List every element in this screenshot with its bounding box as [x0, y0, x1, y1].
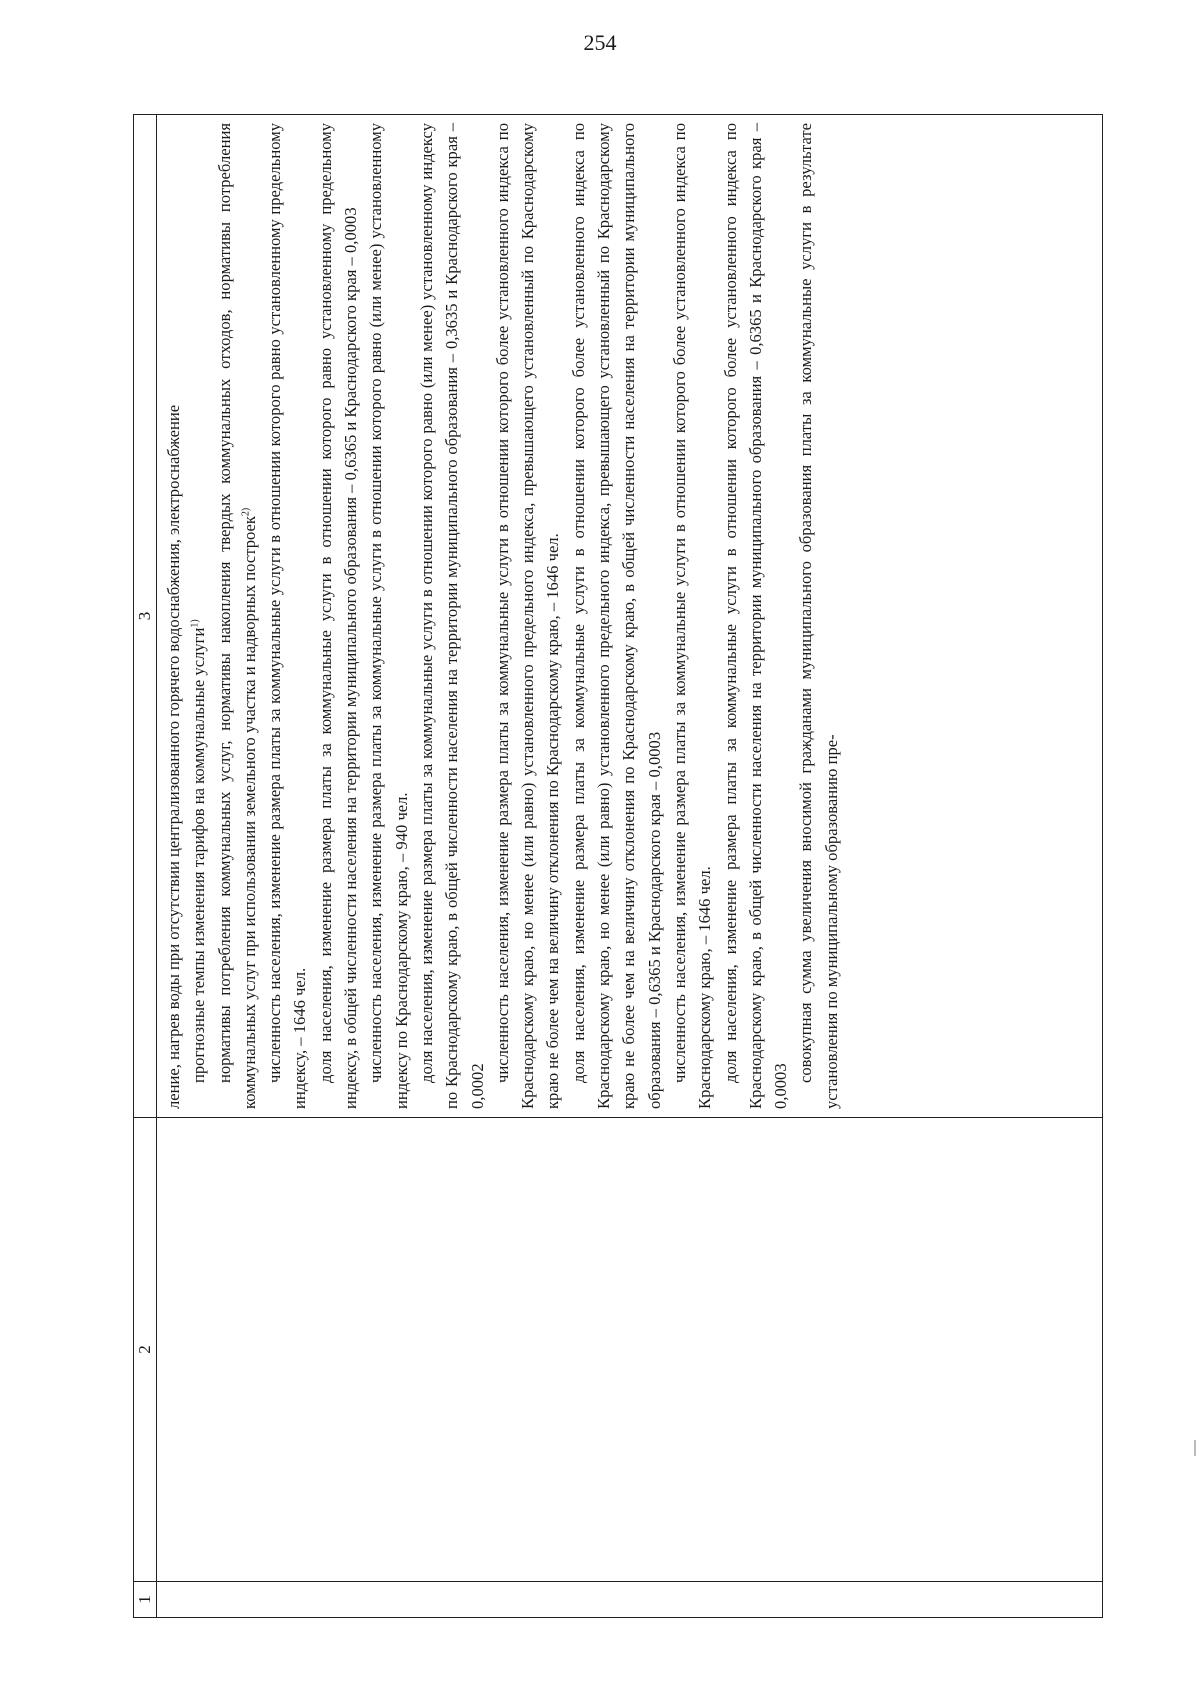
tariff-table [133, 114, 1103, 1618]
paragraph: численность населения, изменение размера платы за коммунальные услуги в отношении которого равно установленному предельному индексу, – 1646 чел. [265, 123, 310, 1109]
paragraph: численность населения, изменение размера платы за коммунальные услуги в отношении которого более установленного индекса по Краснодарскому краю, но менее (или равно) установленного предельного индекса, превышающего установленный по Краснодарскому краю не более чем на величину отклонения по Краснодарскому краю, – 1646 чел. [492, 123, 563, 1109]
rotated-page-content [133, 118, 1103, 1618]
footnote-mark: 1) [189, 619, 201, 628]
paragraph: численность населения, изменение размера платы за коммунальные услуги в отношении которого более установленного индекса по Краснодарскому краю, – 1646 чел. [669, 123, 715, 1109]
paragraph: ление, нагрев воды при отсутствии централизованного горячего водоснабжения, электроснабжение [164, 404, 183, 1109]
column-1-header: 1 [134, 1582, 157, 1618]
footnote-mark: 2) [240, 507, 252, 517]
paragraph: совокупная сумма увеличения вносимой гражданами муниципального образования платы за коммунальные услуги в результате установления по муниципальному образованию пре- [796, 123, 841, 1109]
paragraph: нормативы потребления коммунальных услуг, нормативы накопления твердых коммунальных отходов, нормативы потребления коммунальных услуг при использовании земельного участка и надворных построек$^{2)}$ [214, 123, 259, 1109]
table-header-row [134, 115, 157, 1618]
paragraph: доля населения, изменение размера платы за коммунальные услуги в отношении которого равно (или менее) установленному индексу по Краснодарскому краю, в общей численности населения на территории муниципального образования – 0,3635 и Краснодарского края – 0,0002 [416, 123, 487, 1109]
page-number: 254 [583, 30, 617, 55]
column-3-header: 3 [134, 115, 157, 1118]
paragraph: доля населения, изменение размера платы за коммунальные услуги в отношении которого более установленного индекса по Краснодарскому краю, но менее (или равно) установленного предельного индекса, превышающего установленный по Краснодарскому краю не более чем на величину отклонения по Краснодарскому краю, в общей численности населения на территории муниципального образования – 0,6365 и Краснодарского края – 0,0003 [568, 123, 664, 1109]
table-row [157, 115, 1103, 1618]
paragraph: прогнозные темпы изменения тарифов на коммунальные услуги$^{1)}$ [189, 619, 209, 1083]
rotated-table-area [133, 118, 1103, 1618]
column-2-header: 2 [134, 1118, 157, 1582]
paragraph: численность населения, изменение размера платы за коммунальные услуги в отношении которого равно (или менее) установленному индексу по Краснодарскому краю, – 940 чел. [366, 123, 411, 1109]
column-1-cell [157, 1582, 1103, 1618]
column-3-cell [157, 115, 1103, 1118]
paragraph: доля населения, изменение размера платы за коммунальные услуги в отношении которого более установленного индекса по Краснодарскому краю, в общей численности населения на территории муниципального образования – 0,6365 и Краснодарского края – 0,0003 [720, 123, 791, 1109]
column-2-cell [157, 1118, 1103, 1582]
paragraph: доля населения, изменение размера платы за коммунальные услуги в отношении которого равно установленному предельному индексу, в общей численности населения на территории муниципального образования – 0,6365 и Краснодарского края – 0,0003 [315, 123, 361, 1109]
scan-edge-mark [1194, 1440, 1196, 1456]
